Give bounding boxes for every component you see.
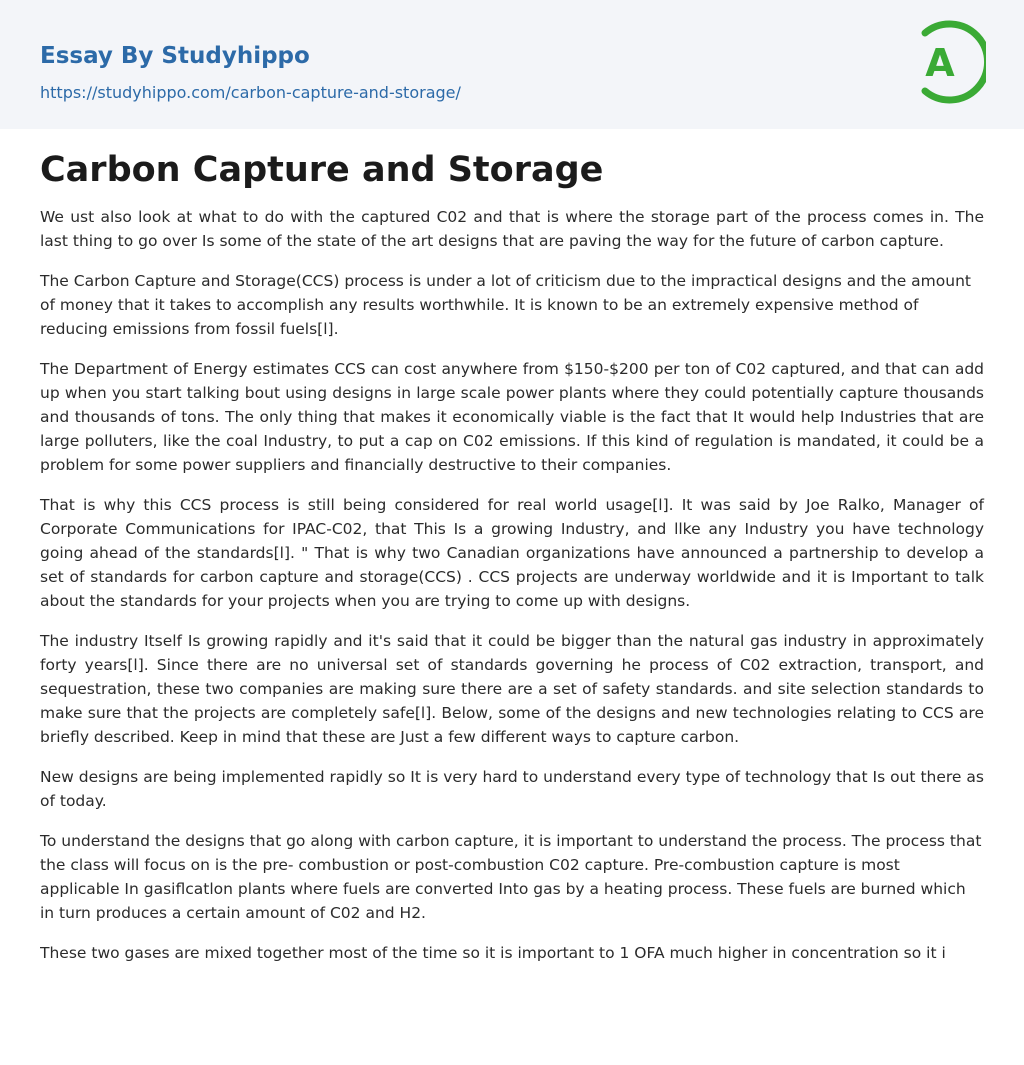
page-title: Carbon Capture and Storage bbox=[40, 150, 604, 190]
paragraph-3: The Department of Energy estimates CCS can cost anywhere from $150-$200 per ton of C02 captured, and that can add up when you start talking bout using designs in large scale power plants where they could potentially capture thousands and thousands of tons. The only thing that makes it economically viable is the fact that It would help Industries that are large polluters, like the coal Industry, to put a cap on C02 emissions. If this kind of regulation is mandated, it could be a problem for some power suppliers and financially destructive to their companies. bbox=[40, 360, 984, 474]
paragraph-8: These two gases are mixed together most of the time so it is important to 1 OFA much higher in concentration so it i bbox=[40, 944, 946, 962]
paragraph-5: The industry Itself Is growing rapidly and it's said that it could be bigger than the natural gas industry in approximately forty years[l]. Since there are no universal set of standards governing he process of C02 extraction, transport, and sequestration, these two companies are making sure there are a set of safety standards. and site selection standards to make sure that the projects are completely safe[l]. Below, some of the designs and new technologies relating to CCS are briefly described. Keep in mind that these are Just a few different ways to capture carbon. bbox=[40, 632, 984, 746]
article bbox=[0, 148, 1024, 965]
paragraph-1: We ust also look at what to do with the captured C02 and that is where the storage part of the process comes in. The last thing to go over Is some of the state of the art designs that are paving the way for the future of carbon capture. bbox=[40, 208, 984, 250]
paragraph-7: To understand the designs that go along with carbon capture, it is important to understand the process. The process that the class will focus on is the pre- combustion or post-combustion C02 capture. Pre-combustion capture is most applicable In gasiflcatlon plants where fuels are converted Into gas by a heating process. These fuels are burned which in turn produces a certain amount of C02 and H2. bbox=[40, 832, 982, 922]
source-url-link[interactable]: https://studyhippo.com/carbon-capture-and-storage/ bbox=[40, 83, 461, 102]
site-header bbox=[0, 0, 1024, 129]
paragraph-4: That is why this CCS process is still being considered for real world usage[l]. It was said by Joe Ralko, Manager of Corporate Communications for IPAC-C02, that This Is a growing Industry, and llke any Industry you have technology going ahead of the standards[l]. " That is why two Canadian organizations have announced a partnership to develop a set of standards for carbon capture and storage(CCS) . CCS projects are underway worldwide and it is Important to talk about the standards for your projects when you are trying to come up with designs. bbox=[40, 496, 984, 610]
logo-letter: A bbox=[925, 41, 955, 85]
paragraph-2: The Carbon Capture and Storage(CCS) process is under a lot of criticism due to the impractical designs and the amount of money that it takes to accomplish any results worthwhile. It is known to be an extremely expensive method of reducing emissions from fossil fuels[l]. bbox=[40, 272, 971, 338]
studyhippo-logo bbox=[912, 19, 986, 105]
paragraph-6: New designs are being implemented rapidly so It is very hard to understand every type of technology that Is out there as of today. bbox=[40, 768, 984, 810]
brand-title: Essay By Studyhippo bbox=[40, 43, 310, 69]
